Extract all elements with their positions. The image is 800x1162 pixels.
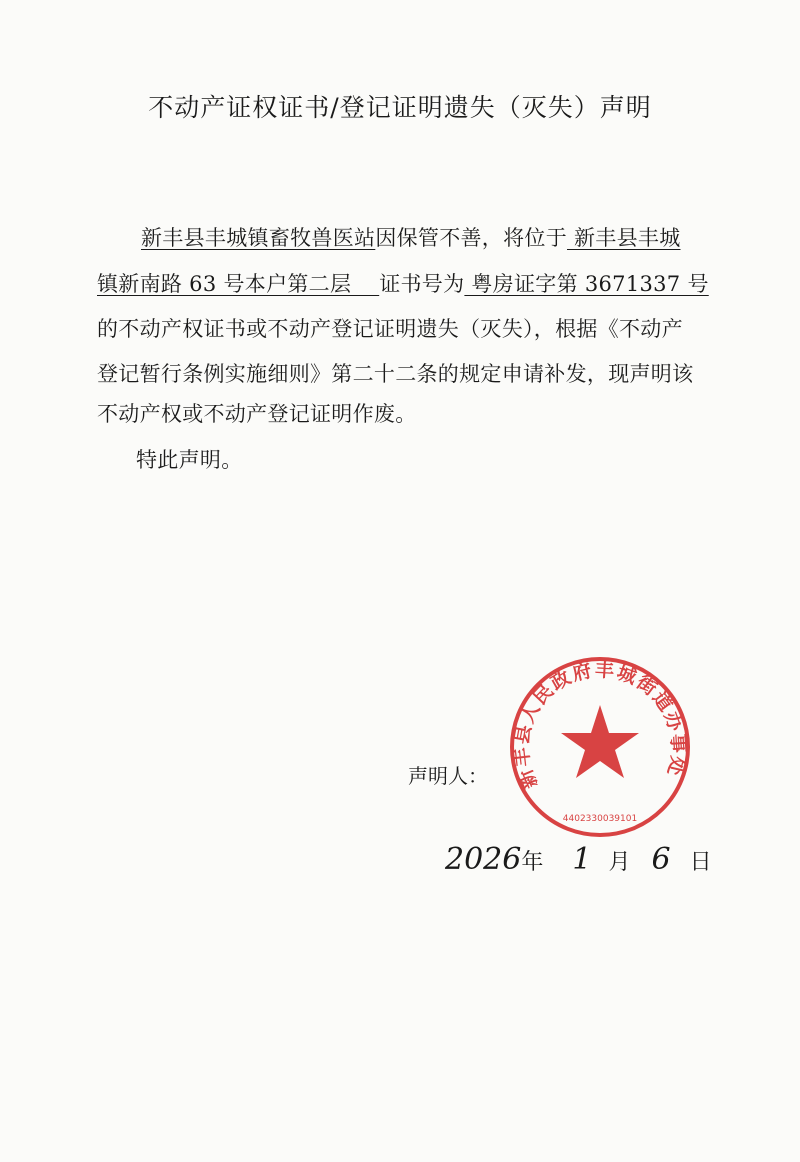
document-title: 不动产证权证书/登记证明遗失（灭失）声明 [148, 93, 652, 122]
closing-statement: 特此声明。 [136, 448, 243, 472]
body-line-2 [97, 268, 709, 298]
property-location-cont: 镇新南路 63 号本户第二层 [97, 272, 380, 296]
date-year: 2026 [445, 842, 522, 877]
text: 因保管不善，将位于 [375, 226, 568, 250]
body-line-5: 不动产权或不动产登记证明作废。 [97, 402, 417, 426]
body-line-4: 登记暂行条例实施细则》第二十二条的规定申请补发，现声明该 [97, 362, 694, 386]
declaration-date [445, 842, 712, 877]
seal-code: 4402330039101 [562, 814, 638, 824]
star-icon [561, 705, 639, 778]
seal-text: 新丰县人民政府丰城街道办事处 [510, 658, 690, 792]
body-line-3: 的不动产权证书或不动产登记证明遗失（灭失），根据《不动产 [97, 317, 683, 341]
body-line-1 [141, 222, 681, 252]
property-location: 新丰县丰城 [567, 226, 681, 250]
text: 证书号为 [379, 272, 465, 296]
signer-label: 声明人： [408, 764, 488, 788]
day-unit: 日 [689, 850, 712, 875]
month-unit: 月 [608, 850, 631, 875]
date-month: 1 [572, 842, 592, 877]
certificate-number: 粤房证字第 3671337 号 [464, 272, 709, 296]
year-unit: 年 [521, 850, 544, 875]
date-day: 6 [651, 842, 671, 877]
applicant-name: 新丰县丰城镇畜牧兽医站 [141, 226, 376, 250]
official-seal [508, 655, 692, 839]
